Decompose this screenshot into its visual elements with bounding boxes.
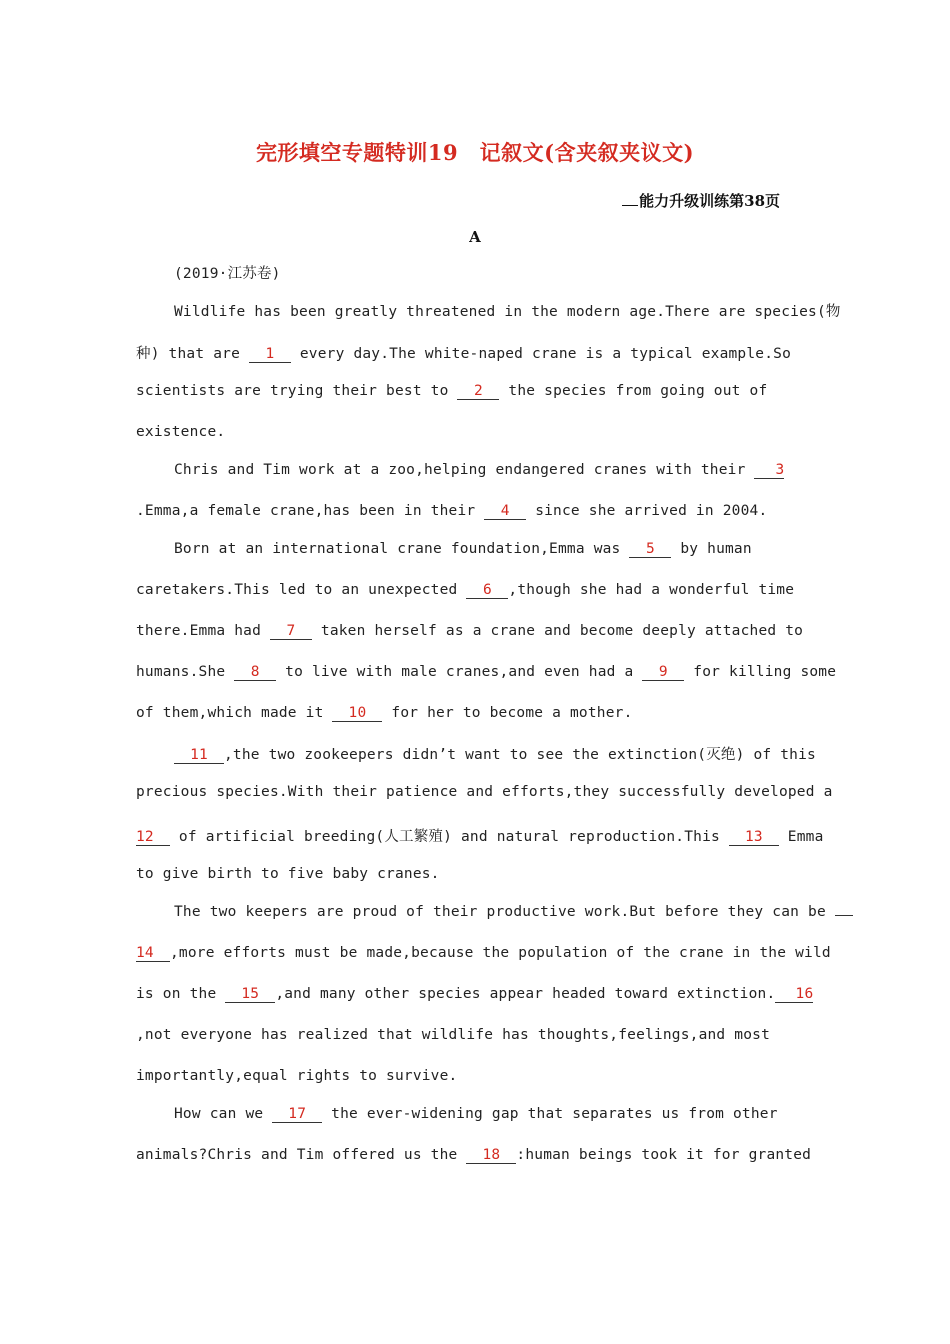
blank-7: 7 — [270, 623, 312, 640]
text-line: How can we 17 the ever-widening gap that separates us from other — [174, 1106, 778, 1122]
text-line: is on the 15 ,and many other species appear headed toward extinction. 16 — [136, 986, 814, 1002]
text-line: existence. — [136, 424, 226, 440]
text-line: .Emma,a female crane,has been in their 4 since she arrived in 2004. — [136, 503, 768, 519]
blank-14-start — [835, 915, 853, 916]
text-line: Wildlife has been greatly threatened in the modern age.There are species(物 — [174, 304, 841, 320]
blank-5: 5 — [629, 541, 671, 558]
text-line: caretakers.This led to an unexpected 6 ,though she had a wonderful time — [136, 582, 795, 598]
blank-13: 13 — [729, 829, 779, 846]
text-line: ,not everyone has realized that wildlife has thoughts,feelings,and most — [136, 1027, 771, 1043]
text-line: of them,which made it 10 for her to become a mother. — [136, 705, 633, 721]
text-line: 种) that are 1 every day.The white-naped crane is a typical example.So — [136, 346, 792, 362]
page-reference — [622, 190, 780, 211]
page-title: 完形填空专题特训19 记叙文(含夹叙夹议文) — [255, 140, 695, 165]
text-line: 14 ,more efforts must be made,because the population of the crane in the wild — [136, 945, 831, 961]
blank-4: 4 — [484, 503, 526, 520]
section-label: A — [469, 228, 481, 246]
text-line: humans.She 8 to live with male cranes,and even had a 9 for killing some — [136, 664, 837, 680]
blank-18: 18 — [466, 1147, 516, 1164]
blank-8: 8 — [234, 664, 276, 681]
blank-15: 15 — [225, 986, 275, 1003]
text-line: animals?Chris and Tim offered us the 18 :human beings took it for granted — [136, 1147, 812, 1163]
blank-14: 14 — [136, 945, 170, 962]
text-line: to give birth to five baby cranes. — [136, 866, 440, 882]
blank-16: 16 — [775, 986, 813, 1003]
text-line: scientists are trying their best to 2 the species from going out of — [136, 383, 768, 399]
blank-1: 1 — [249, 346, 291, 363]
text-line: precious species.With their patience and efforts,they successfully developed a — [136, 784, 833, 800]
text-line: 12 of artificial breeding(人工繁殖) and natural reproduction.This 13 Emma — [136, 829, 824, 845]
blank-3: 3 — [754, 462, 784, 479]
blank-11: 11 — [174, 747, 224, 764]
text-line: there.Emma had 7 taken herself as a crane and become deeply attached to — [136, 623, 804, 639]
text-line: Chris and Tim work at a zoo,helping endangered cranes with their 3 — [174, 462, 785, 478]
reference-underline — [622, 191, 638, 206]
reference-text: 能力升级训练第38页 — [639, 192, 780, 210]
blank-2: 2 — [457, 383, 499, 400]
blank-17: 17 — [272, 1106, 322, 1123]
text-line: The two keepers are proud of their productive work.But before they can be — [174, 904, 853, 920]
source-line: (2019·江苏卷) — [174, 266, 281, 282]
text-line: 11 ,the two zookeepers didn’t want to see the extinction(灭绝) of this — [174, 743, 816, 764]
blank-10: 10 — [332, 705, 382, 722]
blank-12: 12 — [136, 829, 170, 846]
text-line: importantly,equal rights to survive. — [136, 1068, 458, 1084]
blank-6: 6 — [466, 582, 508, 599]
blank-9: 9 — [642, 664, 684, 681]
text-line: Born at an international crane foundation,Emma was 5 by human — [174, 541, 752, 557]
